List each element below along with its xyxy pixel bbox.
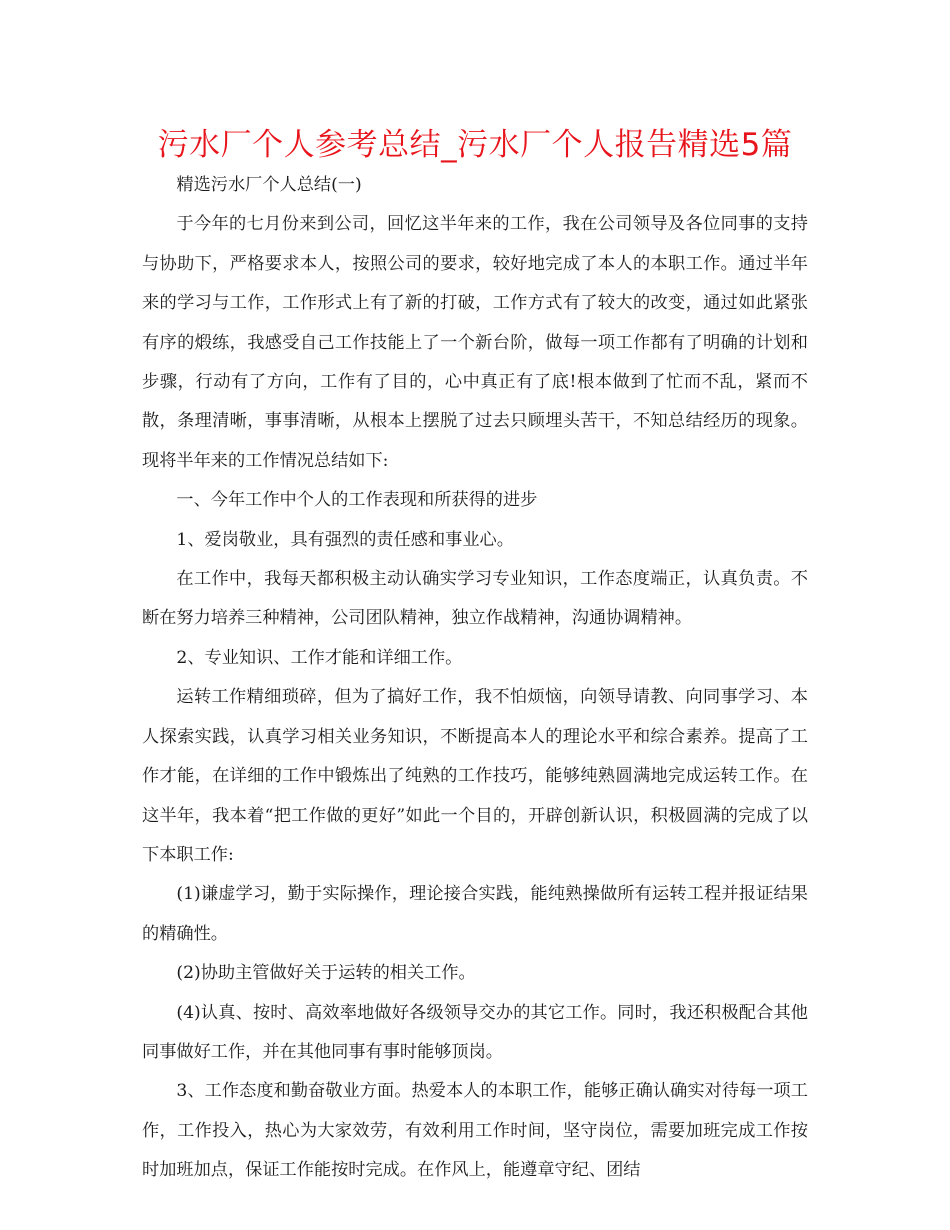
list-item: 2、专业知识、工作才能和详细工作。	[176, 647, 463, 668]
list-item: (2)协助主管做好关于运转的相关工作。	[176, 963, 476, 984]
paragraph: 在工作中，我每天都积极主动认确实学习专业知识，工作态度端正，认真负责。不断在努力培养三种精神，公司团队精神，独立作战精神，沟通协调精神。	[142, 569, 808, 629]
paragraph: 3、工作态度和勤奋敬业方面。热爱本人的本职工作，能够正确认确实对待每一项工作，工作投入，热心为大家效劳，有效利用工作时间，坚守岗位，需要加班完成工作按时加班加点，保证工作能按时完成。在作风上，能遵章守纪、团结	[142, 1081, 808, 1181]
document-title: 污水厂个人参考总结_污水厂个人报告精选5篇	[157, 127, 793, 163]
paragraph: 运转工作精细琐碎，但为了搞好工作，我不怕烦恼，向领导请教、向同事学习、本人探索实践，认真学习相关业务知识，不断提高本人的理论水平和综合素养。提高了工作才能，在详细的工作中锻炼出了纯熟的工作技巧，能够纯熟圆满地完成运转工作。在这半年，我本着“把工作做的更好”如此一个目的，开辟创新认识，积极圆满的完成了以下本职工作:	[142, 687, 808, 865]
list-item: (1)谦虚学习，勤于实际操作，理论接合实践，能纯熟操做所有运转工程并报证结果的精确性。	[142, 884, 808, 944]
document-body	[142, 166, 808, 1191]
list-item: (4)认真、按时、高效率地做好各级领导交办的其它工作。同时，我还积极配合其他同事做好工作，并在其他同事有事时能够顶岗。	[142, 1002, 808, 1062]
section-heading: 一、今年工作中个人的工作表现和所获得的进步	[176, 490, 538, 511]
paragraph: 于今年的七月份来到公司，回忆这半年来的工作，我在公司领导及各位同事的支持与协助下，严格要求本人，按照公司的要求，较好地完成了本人的本职工作。通过半年来的学习与工作，工作形式上有了新的打破，工作方式有了较大的改变，通过如此紧张有序的煅练，我感受自己工作技能上了一个新台阶，做每一项工作都有了明确的计划和步骤，行动有了方向，工作有了目的，心中真正有了底!根本做到了忙而不乱，紧而不散，条理清晰，事事清晰，从根本上摆脱了过去只顾埋头苦干，不知总结经历的现象。现将半年来的工作情况总结如下:	[142, 214, 808, 471]
list-item: 1、爱岗敬业，具有强烈的责任感和事业心。	[176, 529, 514, 550]
section-heading: 精选污水厂个人总结(一)	[176, 175, 362, 195]
